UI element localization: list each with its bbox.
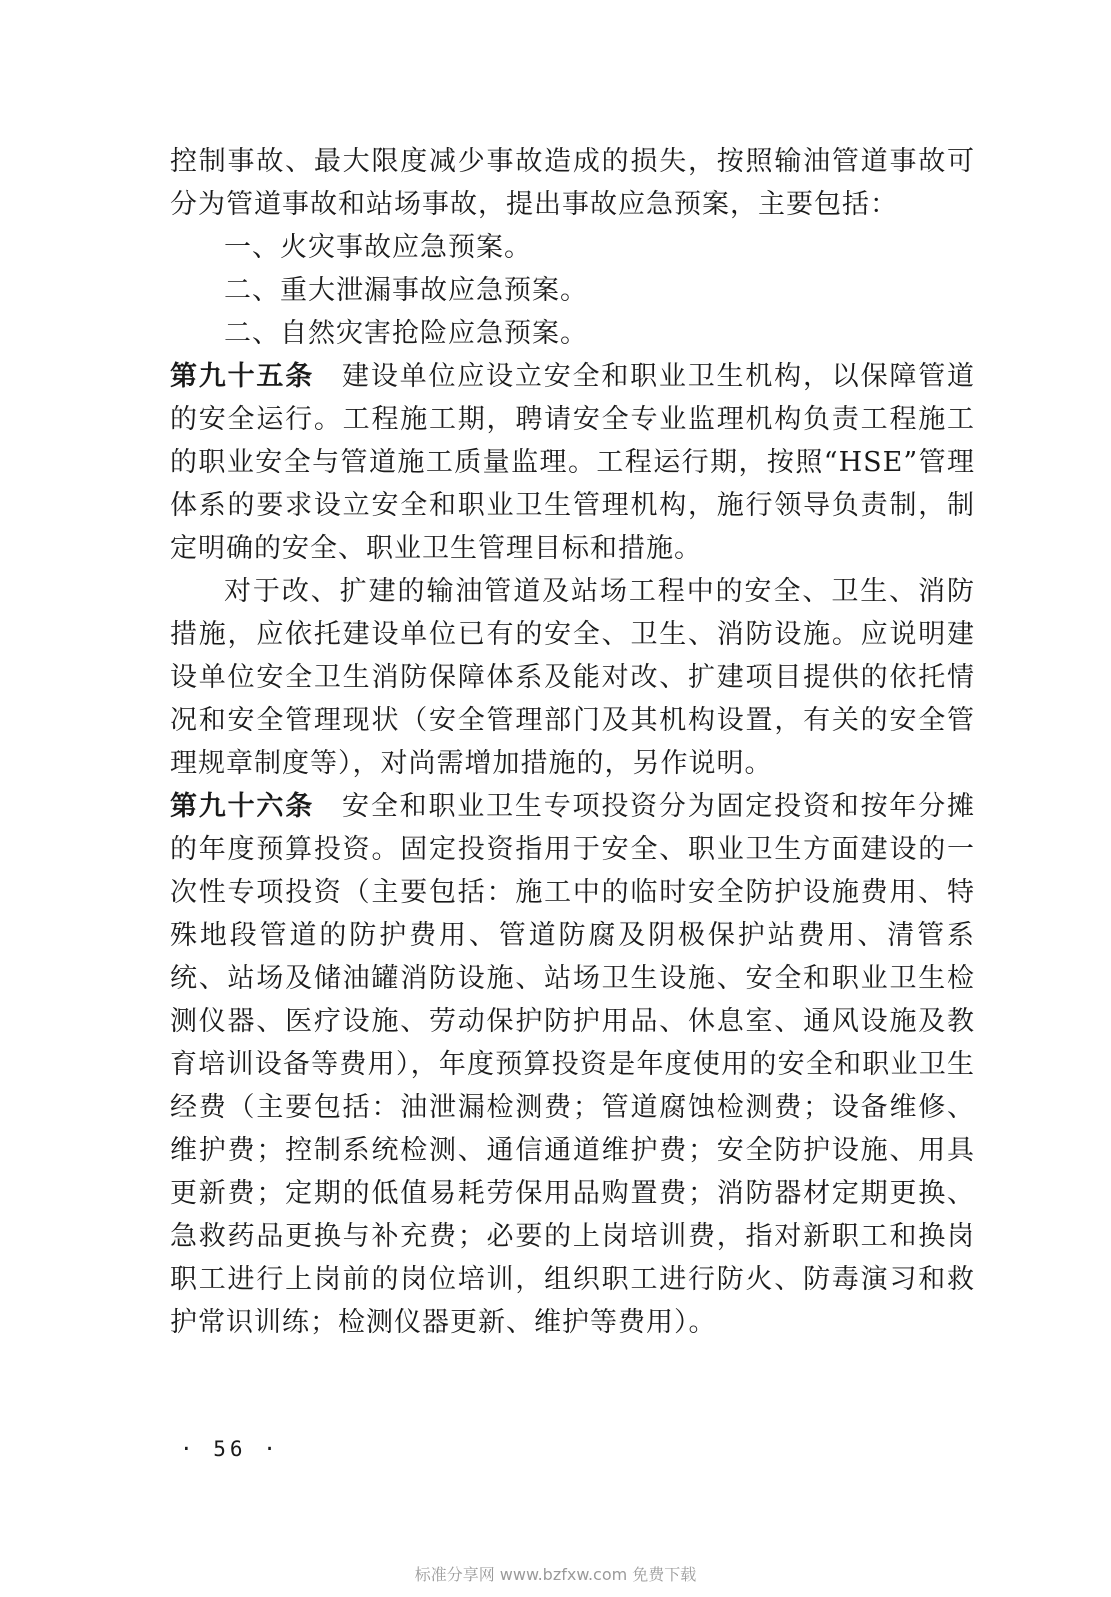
paragraph-intro: 控制事故、最大限度减少事故造成的损失，按照输油管道事故可分为管道事故和站场事故，提出事故应急预案，主要包括：: [170, 146, 975, 220]
article-95: [170, 355, 975, 570]
article-95-paragraph-2: 对于改、扩建的输油管道及站场工程中的安全、卫生、消防措施，应依托建设单位已有的安全、卫生、消防设施。应说明建设单位安全卫生消防保障体系及能对改、扩建项目提供的依托情况和安全管理现状（安全管理部门及其机构设置，有关的安全管理规章制度等），对尚需增加措施的，另作说明。: [170, 576, 975, 779]
list-item: 一、火灾事故应急预案。: [224, 232, 532, 263]
article-96-body: 安全和职业卫生专项投资分为固定投资和按年分摊的年度预算投资。固定投资指用于安全、职业卫生方面建设的一次性专项投资（主要包括：施工中的临时安全防护设施费用、特殊地段管道的防护费用、管道防腐及阴极保护站费用、清管系统、站场及储油罐消防设施、站场卫生设施、安全和职业卫生检测仪器、医疗设施、劳动保护防护用品、休息室、通风设施及教育培训设备等费用），年度预算投资是年度使用的安全和职业卫生经费（主要包括：油泄漏检测费；管道腐蚀检测费；设备维修、维护费；控制系统检测、通信通道维护费；安全防护设施、用具更新费；定期的低值易耗劳保用品购置费；消防器材定期更换、急救药品更换与补充费；必要的上岗培训费，指对新职工和换岗职工进行上岗前的岗位培训，组织职工进行防火、防毒演习和救护常识训练；检测仪器更新、维护等费用）。: [170, 791, 976, 1338]
article-96: [170, 785, 975, 1344]
article-95-heading: 第九十五条: [170, 361, 315, 392]
article-95-body: 建设单位应设立安全和职业卫生机构，以保障管道的安全运行。工程施工期，聘请安全专业监理机构负责工程施工的职业安全与管道施工质量监理。工程运行期，按照“HSE”管理体系的要求设立安全和职业卫生管理机构，施行领导负责制，制定明确的安全、职业卫生管理目标和措施。: [170, 361, 976, 564]
list-item: 二、重大泄漏事故应急预案。: [224, 275, 588, 306]
body-text: [170, 140, 975, 1344]
article-96-heading: 第九十六条: [170, 791, 315, 822]
watermark: 标准分享网 www.bzfxw.com 免费下载: [414, 1565, 697, 1584]
list-item: 二、自然灾害抢险应急预案。: [224, 318, 588, 349]
page-number: · 56 ·: [180, 1437, 280, 1461]
